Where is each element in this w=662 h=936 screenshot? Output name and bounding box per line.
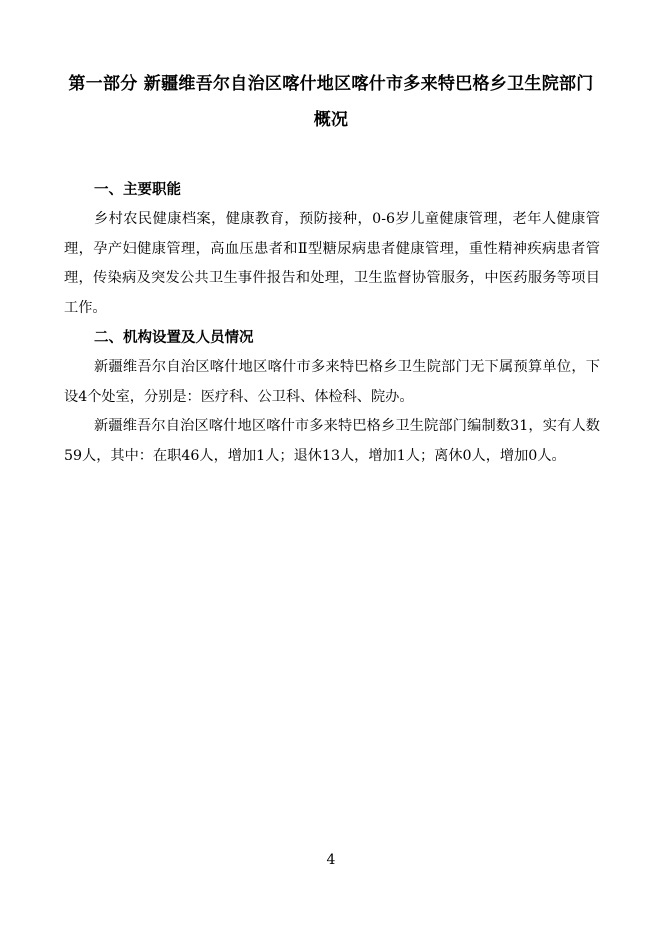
section-main-functions bbox=[64, 175, 600, 323]
page-number: 4 bbox=[326, 852, 336, 868]
section-organization-staff bbox=[64, 323, 600, 471]
document-body bbox=[64, 175, 600, 471]
section-heading: 一、主要职能 bbox=[94, 182, 181, 198]
paragraph: 新疆维吾尔自治区喀什地区喀什市多来特巴格乡卫生院部门编制数31，实有人数59人，其中：在职46人，增加1人；退休13人，增加1人；离休0人，增加0人。 bbox=[64, 418, 600, 464]
paragraph: 乡村农民健康档案，健康教育，预防接种，0-6岁儿童健康管理，老年人健康管理，孕产妇健康管理，高血压患者和Ⅱ型糖尿病患者健康管理，重性精神疾病患者管理，传染病及突发公共卫生事件报告和处理，卫生监督协管服务，中医药服务等项目工作。 bbox=[64, 211, 600, 316]
paragraph: 新疆维吾尔自治区喀什地区喀什市多来特巴格乡卫生院部门无下属预算单位，下设4个处室，分别是：医疗科、公卫科、体检科、院办。 bbox=[64, 359, 600, 405]
section-heading: 二、机构设置及人员情况 bbox=[94, 330, 254, 346]
page-title: 第一部分 新疆维吾尔自治区喀什地区喀什市多来特巴格乡卫生院部门概况 bbox=[68, 74, 594, 130]
